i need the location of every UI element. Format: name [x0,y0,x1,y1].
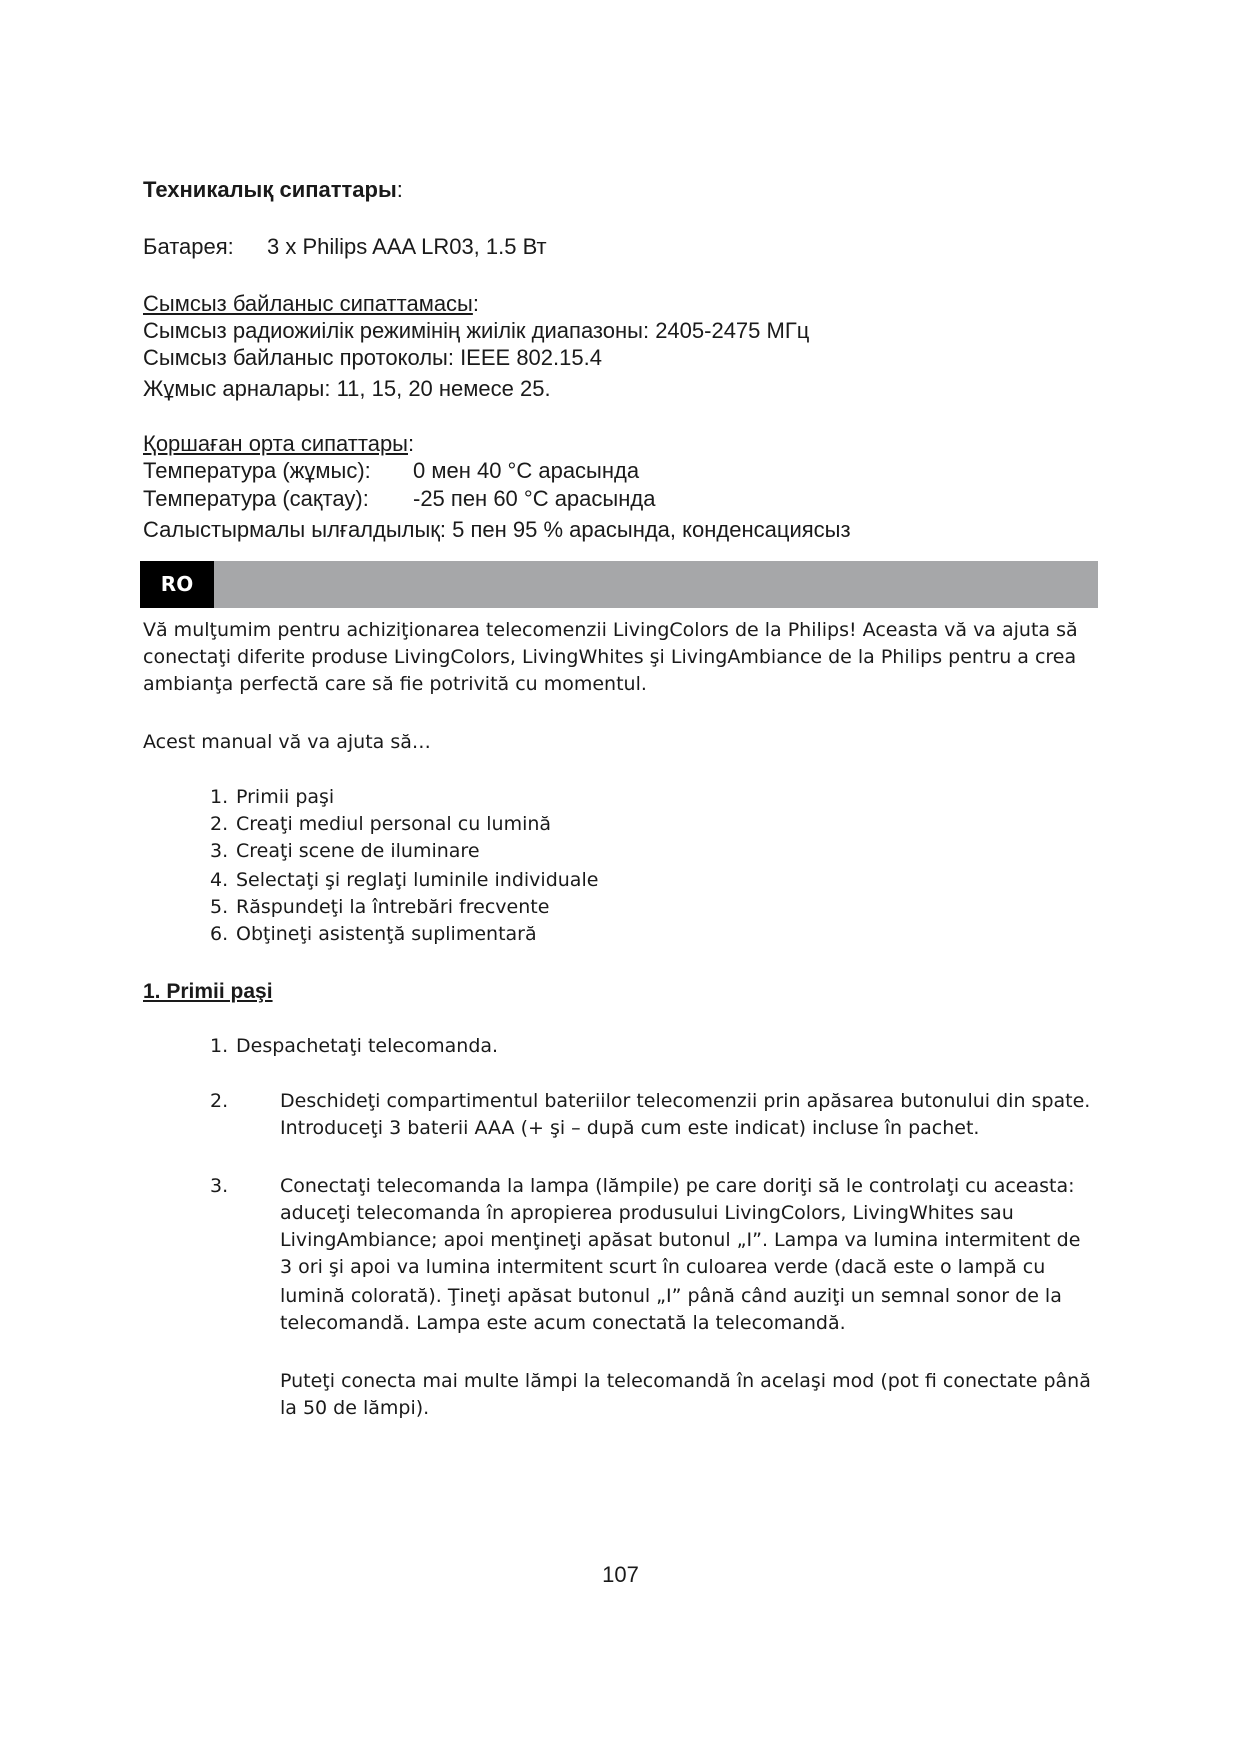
kz-wireless-colon: : [472,291,479,316]
kz-battery-value: 3 x Philips AAA LR03, 1.5 Вт [267,234,547,259]
kz-env-temp-op-label: Температура (жұмыс): [143,458,371,483]
kz-env-temp-st-label: Температура (сақтау): [143,486,369,511]
kz-wireless-line: Сымсыз радиожиілік режимінің жиілік диапазоны: 2405-2475 МГц [143,318,810,343]
toc-item [210,837,480,865]
toc-item-number: 6. [210,923,229,945]
toc-item [210,810,551,838]
step-text-line: aduceţi telecomanda în apropierea produsului LivingColors, LivingWhites sau [280,1202,1014,1224]
ro-intro-line: ambianţa perfectă care să fie potrivită cu momentul. [143,673,647,695]
kz-wireless-heading: Сымсыз байланыс сипаттамасы [143,291,473,316]
step-text-line: 3 ori şi apoi va lumina intermitent scurt în culoarea verde (dacă este o lampă cu [280,1256,1046,1278]
language-banner [140,561,1098,608]
kz-title-colon: : [396,177,403,202]
kz-env-heading: Қоршаған орта сипаттары [143,431,408,456]
kz-env-temp-st-value: -25 пен 60 °C арасында [413,486,656,511]
toc-item-number: 5. [210,896,229,918]
kz-env-temp-op-value: 0 мен 40 °C арасында [413,458,640,483]
kz-env-temp-op [143,457,639,485]
toc-item-text: Răspundeţi la întrebări frecvente [236,896,550,918]
toc-item-text: Primii paşi [236,786,335,808]
step-text-line: Conectaţi telecomanda la lampa (lămpile) pe care doriţi să le controlaţi cu aceasta: [280,1175,1075,1197]
step-number: 3. [210,1175,229,1197]
ro-intro-line: conectaţi diferite produse LivingColors, LivingWhites şi LivingAmbiance de la Philips pentru a crea [143,646,1077,668]
kz-battery-label: Батарея: [143,234,234,259]
toc-item [210,783,334,811]
step-text-line: Introduceţi 3 baterii AAA (+ şi – după cum este indicat) incluse în pachet. [280,1117,980,1139]
step-note-line: Puteţi conecta mai multe lămpi la telecomandă în acelaşi mod (pot fi conectate până [280,1370,1091,1392]
ro-manual-intro: Acest manual vă va ajuta să… [143,731,431,753]
toc-item-number: 2. [210,813,229,835]
toc-item-text: Creaţi mediul personal cu lumină [236,813,552,835]
toc-item [210,893,549,921]
step-1 [210,1032,498,1060]
toc-item [210,920,537,948]
toc-item [210,866,598,894]
toc-item-text: Selectaţi şi reglaţi luminile individuale [236,869,599,891]
toc-item-number: 3. [210,840,229,862]
kz-wireless-heading-line [143,290,479,318]
toc-item-number: 4. [210,869,229,891]
kz-env-humidity: Салыстырмалы ылғалдылық: 5 пен 95 % арасында, конденсациясыз [143,517,851,542]
step-text-line: Deschideţi compartimentul bateriilor telecomenzii prin apăsarea butonului din spate. [280,1090,1091,1112]
language-tag: RO [140,561,214,608]
step-number: 2. [210,1090,229,1112]
toc-item-text: Obţineţi asistenţă suplimentară [236,923,537,945]
step-text: Despachetaţi telecomanda. [236,1035,499,1057]
step-note-line: la 50 de lămpi). [280,1397,430,1419]
kz-title: Техникалық сипаттары [143,177,397,202]
kz-env-temp-st [143,485,655,513]
step-text-line: telecomandă. Lampa este acum conectată la telecomandă. [280,1312,846,1334]
kz-env-colon: : [408,431,415,456]
kz-title-line [143,176,403,204]
page-number: 107 [602,1562,639,1587]
step-text-line: LivingAmbiance; apoi menţineţi apăsat butonul „I”. Lampa va lumina intermitent de [280,1229,1081,1251]
section-heading: 1. Primii paşi [143,980,273,1003]
toc-item-text: Creaţi scene de iluminare [236,840,480,862]
step-number: 1. [210,1035,229,1057]
kz-env-heading-line [143,430,414,458]
kz-wireless-line: Жұмыс арналары: 11, 15, 20 немесе 25. [143,376,551,401]
toc-item-number: 1. [210,786,229,808]
ro-intro-line: Vă mulţumim pentru achiziţionarea telecomenzii LivingColors de la Philips! Aceasta vă va ajuta să [143,619,1078,641]
kz-battery-line [143,233,547,261]
kz-wireless-line: Сымсыз байланыс протоколы: IEEE 802.15.4 [143,345,602,370]
step-text-line: lumină colorată). Ţineţi apăsat butonul „I” până când auziţi un semnal sonor de la [280,1285,1062,1307]
